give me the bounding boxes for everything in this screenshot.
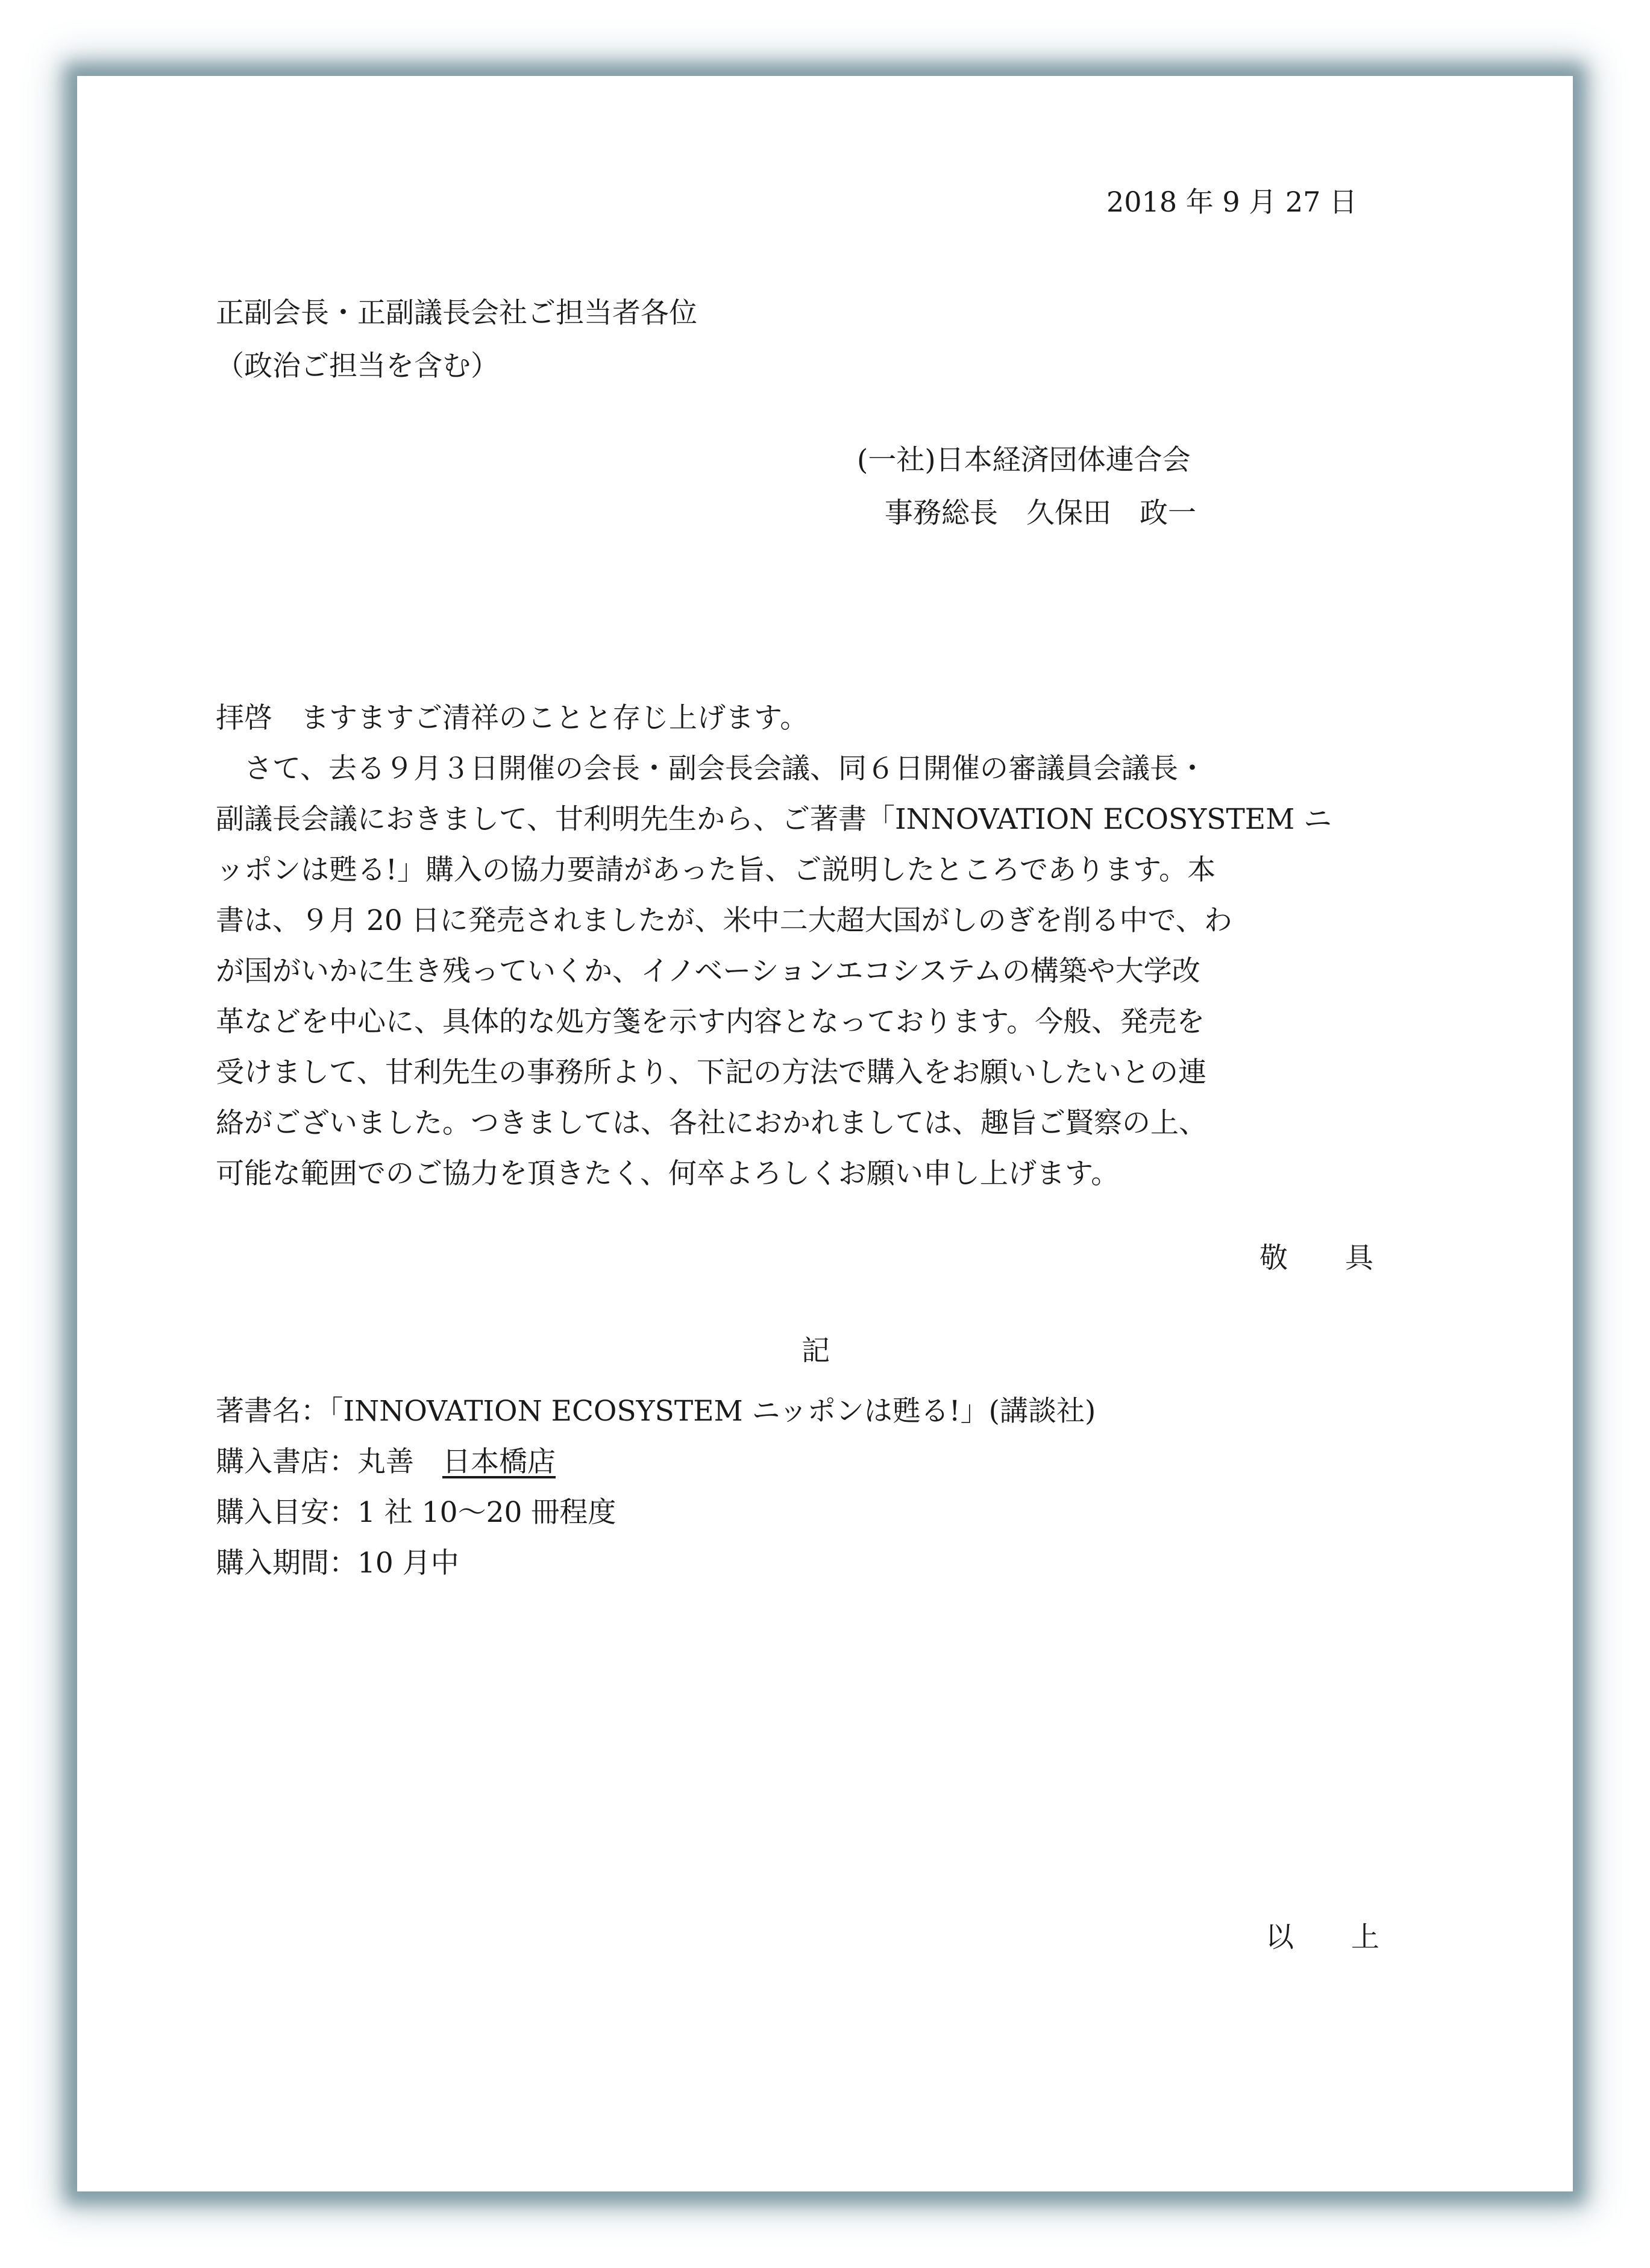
body-opening: 拝啓 ますますご清祥のことと存じ上げます。 [216, 702, 809, 735]
addressee-line-2: （政治ご担当を含む） [216, 350, 499, 383]
detail-book [216, 1386, 1096, 1437]
detail-store [216, 1437, 1096, 1487]
sender-title-name: 事務総長 久保田 政一 [885, 497, 1196, 530]
letter-body [216, 693, 1361, 1199]
detail-store-branch: 日本橋店 [442, 1445, 556, 1478]
detail-store-label: 購入書店： [216, 1445, 357, 1478]
body-line-4: 書は、９月 20 日に発売されましたが、米中二大超大国がしのぎを削る中で、わ [216, 904, 1232, 937]
sender-organization: (一社)日本経済団体連合会 [857, 444, 1191, 477]
body-line-9: 可能な範囲でのご協力を頂きたく、何卒よろしくお願い申し上げます。 [216, 1157, 1120, 1190]
sender-block [857, 434, 1196, 540]
detail-target-label: 購入目安： [216, 1496, 357, 1529]
detail-period-value: 10 月中 [357, 1547, 459, 1580]
detail-period [216, 1538, 1096, 1589]
letter-date: 2018 年 9 月 27 日 [1106, 186, 1357, 218]
closing-keigu: 敬 具 [1259, 1242, 1397, 1275]
detail-period-label: 購入期間： [216, 1547, 357, 1580]
body-line-1: さて、去る９月３日開催の会長・副会長会議、同６日開催の審議員会議長・ [244, 752, 1207, 785]
detail-target [216, 1487, 1096, 1538]
body-line-6: 革などを中心に、具体的な処方箋を示す内容となっております。今般、発売を [216, 1005, 1205, 1038]
body-line-3: ッポンは甦る!」購入の協力要請があった旨、ご説明したところであります。本 [216, 853, 1216, 887]
details-list [216, 1386, 1096, 1589]
body-line-8: 絡がございました。つきましては、各社におかれましては、趣旨ご賢察の上、 [216, 1107, 1207, 1140]
detail-book-value: 「INNOVATION ECOSYSTEM ニッポンは甦る!」(講談社) [329, 1395, 1096, 1428]
body-line-5: が国がいかに生き残っていくか、イノベーションエコシステムの構築や大学改 [216, 955, 1200, 988]
body-line-2: 副議長会議におきまして、甘利明先生から、ご著書「INNOVATION ECOSYSTEM ニ [216, 803, 1332, 836]
addressee-line-1: 正副会長・正副議長会社ご担当者各位 [216, 297, 697, 330]
detail-store-name: 丸善 [357, 1445, 442, 1478]
detail-book-label: 著書名： [216, 1395, 329, 1428]
closing-ijou: 以 上 [1266, 1921, 1404, 1954]
detail-target-value: 1 社 10～20 冊程度 [357, 1496, 616, 1529]
ki-heading: 記 [801, 1334, 830, 1368]
body-line-7: 受けまして、甘利先生の事務所より、下記の方法で購入をお願いしたいとの連 [216, 1056, 1207, 1089]
addressee-block [216, 287, 697, 393]
